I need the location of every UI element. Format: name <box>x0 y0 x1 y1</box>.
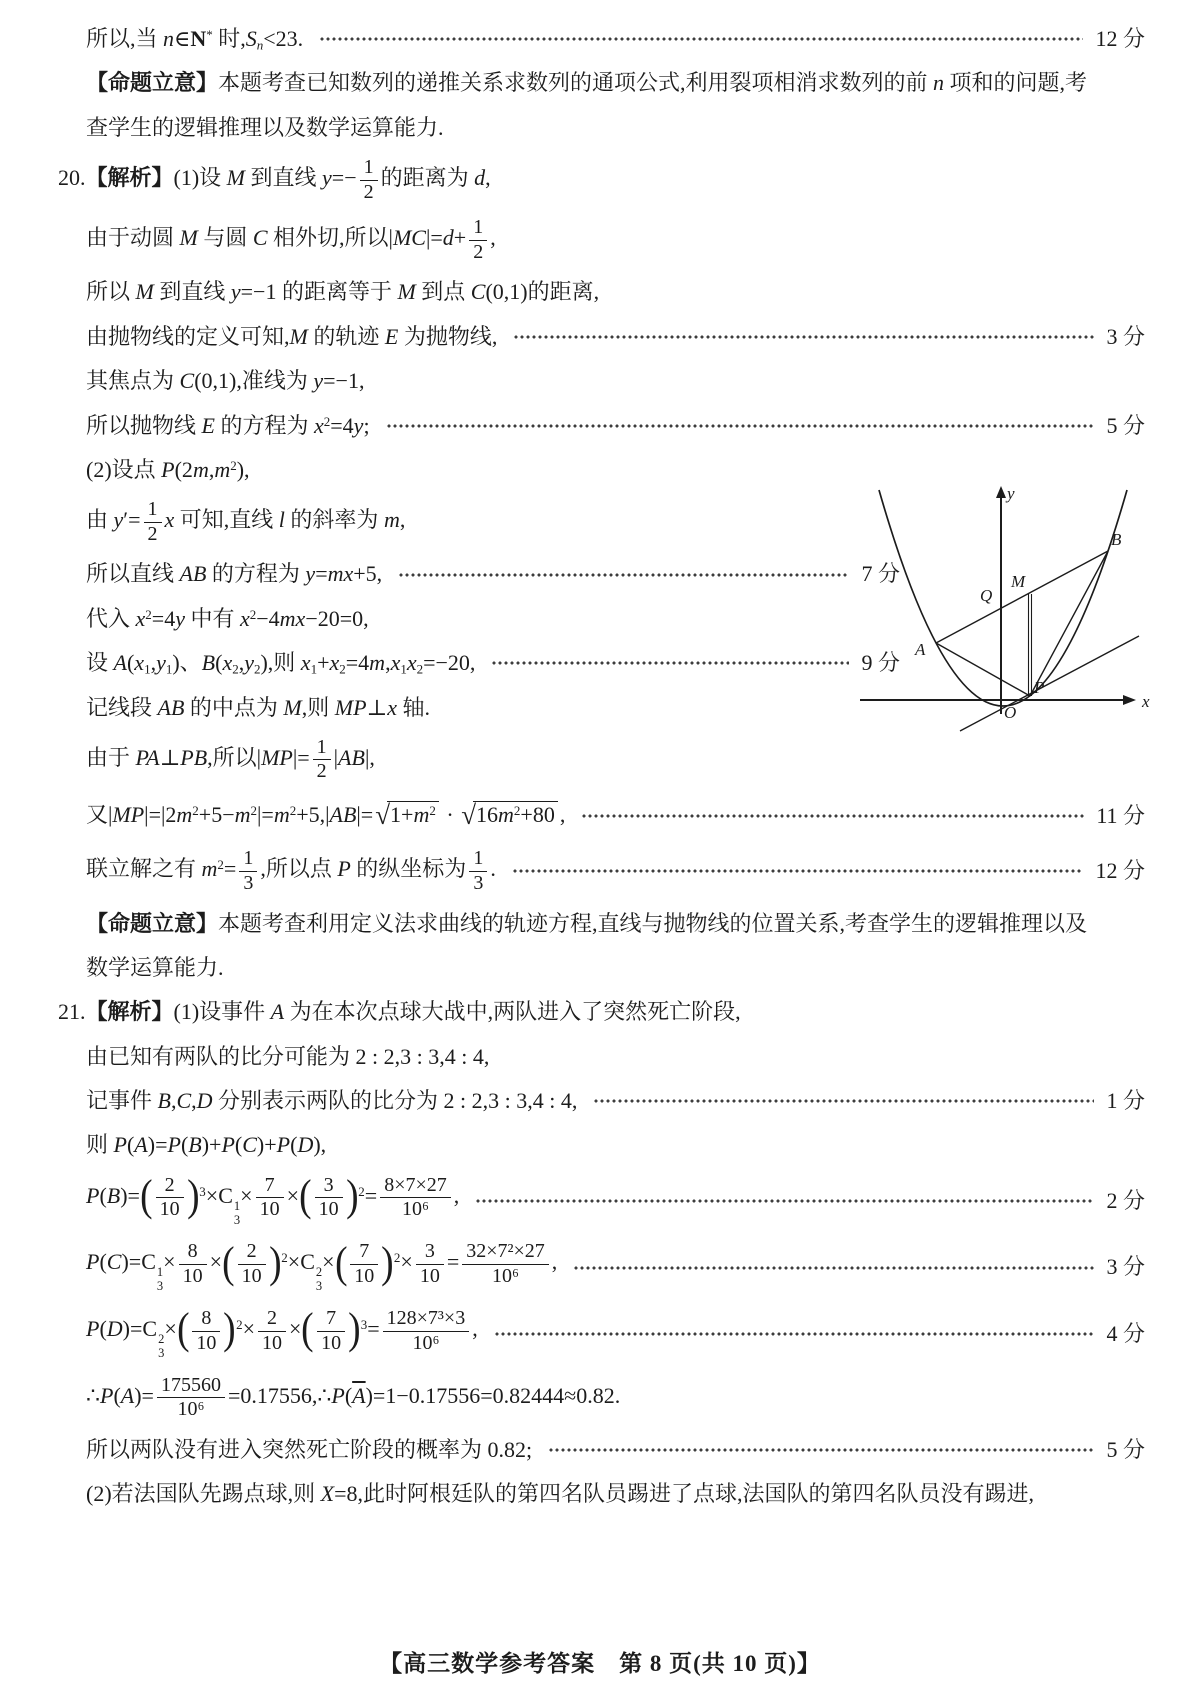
doc-line <box>58 953 1145 983</box>
line-content: 【命题立意】本题考查利用定义法求曲线的轨迹方程,直线与抛物线的位置关系,考查学生的逻辑推理以及 <box>86 910 1088 936</box>
line-content: ∴P(A)= $\frac{175560}{\text{10⁶}}$ $=0.17556,\therefore P(\overline{A})=1-0.17556=0.82444\approx 0.82$. <box>86 1373 621 1421</box>
line-content: 所以两队没有进入突然死亡阶段的概率为 0.82; <box>86 1436 533 1462</box>
big-parenthesis: ( <box>222 1237 235 1287</box>
dotted-leader <box>475 1199 1094 1203</box>
big-parenthesis: ( <box>301 1304 314 1354</box>
bold-text: 【解析】 <box>85 165 174 191</box>
big-parenthesis: ) <box>223 1304 236 1354</box>
line-content: 所以直线 AB 的方程为 y=mx+5, <box>86 561 383 587</box>
doc-line <box>58 455 1145 485</box>
doc-line <box>58 848 1145 894</box>
doc-line <box>58 1170 1145 1228</box>
label-x-axis: x <box>1142 692 1150 711</box>
big-parenthesis: ( <box>176 1304 190 1354</box>
doc-line <box>58 157 1145 203</box>
doc-line <box>58 997 1145 1027</box>
line-content: 又$|MP|=|2m^2+5-m^2|=m^2+5,|AB|=√1+m^2 \cdot √16m^2+80$ , <box>86 797 565 834</box>
fraction: $\frac{\text{32×7²×27}}{\text{10⁶}}$ <box>462 1241 549 1287</box>
dotted-leader <box>573 1266 1094 1270</box>
big-parenthesis: ( <box>299 1170 312 1220</box>
bold-text: 【命题立意】 <box>86 910 219 936</box>
fraction: $\frac{175560}{\text{10⁶}}$ <box>157 1375 225 1421</box>
line-AB <box>936 551 1108 643</box>
fraction: $\frac{7}{10}$ <box>317 1308 345 1354</box>
line-content: (2)若法国队先踢点球,则 X=8,此时阿根廷队的第四名队员踢进了点球,法国队的第四名队员没有踢进, <box>86 1481 1035 1507</box>
line-content: 所以 M 到直线 y=−1 的距离等于 M 到点 C(0,1)的距离, <box>86 279 600 305</box>
big-parenthesis: ) <box>381 1237 394 1287</box>
dotted-leader <box>494 1332 1095 1336</box>
fraction: $\frac{1}{2}$ <box>313 737 331 783</box>
score-label: 3 分 <box>1106 323 1145 349</box>
line-content: 记线段 AB 的中点为 M,则 MP⊥x 轴. <box>86 694 431 720</box>
line-content: 记事件 B,C,D 分别表示两队的比分为 2 : 2,3 : 3,4 : 4, <box>86 1087 578 1113</box>
fraction: $\frac{8}{10}$ <box>179 1241 207 1287</box>
combination-symbol: C 2 3 <box>142 1316 165 1360</box>
y-axis-arrow <box>996 486 1006 498</box>
bold-text: 【解析】 <box>85 999 174 1025</box>
fraction: $\frac{7}{10}$ <box>350 1241 378 1287</box>
fraction: $\frac{1}{2}$ <box>469 217 487 263</box>
line-content: P(C)=C 1 3 × $\frac{8}{10}$ ×( $\frac{2}{10}$ )$^2$×C 2 3 ×( $\frac{7}{10}$ )$^2$× $\frac{3}{10}$ = $\frac{\text{32×7²×27}}{\text{10⁶}}$ , <box>86 1237 558 1294</box>
doc-line <box>58 1304 1145 1361</box>
fraction: $\frac{3}{10}$ <box>315 1175 343 1221</box>
line-content: 由抛物线的定义可知,M 的轨迹 E 为抛物线, <box>86 323 498 349</box>
doc-line <box>58 277 1145 307</box>
doc-line <box>58 559 900 589</box>
line-content: 由于动圆 M 与圆 C 相外切,所以|MC|=d+ $\frac{1}{2}$ , <box>86 216 496 263</box>
dotted-leader <box>593 1099 1094 1103</box>
big-parenthesis: ) <box>268 1237 282 1287</box>
tangent-line <box>960 636 1139 731</box>
score-label: 12 分 <box>1095 858 1145 884</box>
fraction: $\frac{1}{2}$ <box>144 499 162 545</box>
line-content: 联立解之有 $m^2=$ $\frac{1}{3}$ ,所以点 P 的纵坐标为 $\frac{1}{3}$ . <box>86 847 496 894</box>
doc-line <box>58 366 1145 396</box>
dotted-leader <box>548 1448 1094 1452</box>
bold-text: 【命题立意】 <box>86 70 219 96</box>
score-label: 2 分 <box>1106 1187 1145 1213</box>
overbar-variable: $\overline{A}$ <box>352 1382 366 1408</box>
fraction: $\frac{2}{10}$ <box>238 1241 266 1287</box>
square-root: $√1+m^2$ <box>375 797 439 834</box>
score-label: 9 分 <box>861 650 900 676</box>
doc-line <box>58 1375 1145 1421</box>
fraction: $\frac{\text{128×7³×3}}{\text{10⁶}}$ <box>383 1308 470 1354</box>
combination-symbol: C 1 3 <box>141 1249 164 1294</box>
score-label: 5 分 <box>1106 1436 1145 1462</box>
doc-line <box>58 1086 1145 1116</box>
fraction: $\frac{3}{10}$ <box>416 1241 444 1287</box>
label-point-P: P <box>1034 678 1045 697</box>
fraction: $\frac{7}{10}$ <box>256 1175 284 1221</box>
line-content: P(B)=( $\frac{2}{10}$ )$^3$×C 1 3 × $\frac{7}{10}$ ×( $\frac{3}{10}$ )$^2$= $\frac{8\times 7\times 27}{\text{10⁶}}$ , <box>86 1170 460 1227</box>
bold-text: N <box>190 26 207 51</box>
line-content: 查学生的逻辑推理以及数学运算能力. <box>86 114 444 140</box>
doc-line <box>58 737 1145 783</box>
big-parenthesis: ) <box>186 1170 200 1220</box>
fraction: $\frac{1}{3}$ <box>469 848 487 894</box>
fraction: $\frac{1}{3}$ <box>239 848 257 894</box>
dotted-leader <box>398 573 849 577</box>
label-point-Q: Q <box>980 586 993 605</box>
line-content: 【命题立意】本题考查已知数列的递推关系求数列的通项公式,利用裂项相消求数列的前 n 项和的问题,考 <box>86 70 1088 96</box>
fraction: $\frac{8\times 7\times 27}{\text{10⁶}}$ <box>380 1175 451 1221</box>
line-content: 由于 PA⊥PB,所以|MP|= $\frac{1}{2}$ |AB|, <box>86 735 375 783</box>
score-label: 4 分 <box>1106 1321 1145 1347</box>
dotted-leader <box>386 424 1095 428</box>
document-lines <box>58 10 1145 1523</box>
line-content: 所以,当 n∈N* 时$,S_n<23$. <box>86 26 304 53</box>
label-origin-O: O <box>1004 703 1017 722</box>
line-content: 由已知有两队的比分可能为 2 : 2,3 : 3,4 : 4, <box>86 1043 490 1069</box>
fraction: $\frac{8}{10}$ <box>192 1308 220 1354</box>
line-content: 代入 $x^2=4y$ 中有 $x^2-4mx-20=0$, <box>86 605 369 631</box>
doc-line <box>58 1479 1145 1509</box>
fraction: $\frac{1}{2}$ <box>360 157 378 203</box>
score-label: 12 分 <box>1095 26 1145 51</box>
big-parenthesis: ) <box>348 1304 361 1354</box>
fraction: $\frac{2}{10}$ <box>156 1175 184 1221</box>
figure-parabola <box>853 483 1165 741</box>
dotted-leader <box>513 335 1094 339</box>
line-PB <box>1030 551 1108 696</box>
label-y-axis: y <box>1007 484 1015 503</box>
score-label: 7 分 <box>861 561 900 587</box>
doc-line <box>58 217 1145 263</box>
line-content: 则 P(A)=P(B)+P(C)+P(D), <box>86 1132 327 1158</box>
big-parenthesis: ( <box>334 1237 348 1287</box>
big-parenthesis: ) <box>345 1170 359 1220</box>
doc-line <box>58 113 1145 143</box>
combination-symbol: C 1 3 <box>218 1182 241 1227</box>
label-point-A: A <box>915 640 926 659</box>
doc-line <box>58 797 1145 834</box>
score-label: 1 分 <box>1106 1087 1145 1113</box>
page-footer: 【高三数学参考答案 第 8 页(共 10 页)】 <box>379 1651 821 1676</box>
score-label: 5 分 <box>1106 412 1145 438</box>
doc-line <box>58 1435 1145 1465</box>
combination-symbol: C 2 3 <box>300 1249 323 1294</box>
doc-line <box>58 1042 1145 1072</box>
dotted-leader <box>581 814 1084 818</box>
score-label: 3 分 <box>1106 1254 1145 1280</box>
fraction: $\frac{2}{10}$ <box>258 1308 286 1354</box>
label-point-B: B <box>1111 530 1122 549</box>
doc-line <box>58 648 900 678</box>
score-label: 11 分 <box>1096 802 1145 828</box>
doc-line <box>58 411 1145 441</box>
x-axis-arrow <box>1123 695 1136 705</box>
doc-line <box>58 68 1145 98</box>
line-content: 设 $A(x_1,y_1)$、$B(x_2,y_2)$,则 $x_1+x_2=4m,x_1x_2=-20$, <box>86 650 476 677</box>
line-content: 所以抛物线 E 的方程为 $x^2=4y$; <box>86 412 370 438</box>
doc-line <box>58 24 1145 54</box>
line-content: 20.【解析】(1)设 M 到直线 y=− $\frac{1}{2}$ 的距离为 d, <box>58 156 491 203</box>
parabola-diagram <box>853 483 1165 741</box>
square-root: $√16m^2+80$ <box>461 797 558 834</box>
dotted-leader <box>512 869 1084 873</box>
line-content: 21.【解析】(1)设事件 A 为在本次点球大战中,两队进入了突然死亡阶段, <box>58 999 741 1025</box>
dotted-leader <box>491 661 849 665</box>
parabola-curve <box>879 490 1127 706</box>
line-content: P(D)=C 2 3 ×( $\frac{8}{10}$ )$^2$× $\frac{2}{10}$ ×( $\frac{7}{10}$ )$^3$= $\frac{\text{128×7³×3}}{\text{10⁶}}$ , <box>86 1304 478 1360</box>
big-parenthesis: ( <box>140 1170 153 1220</box>
line-content: 其焦点为 C(0,1),准线为 y=−1, <box>86 368 365 394</box>
line-content: 由 y′= $\frac{1}{2}$ x 可知,直线 l 的斜率为 m, <box>86 498 406 545</box>
doc-line <box>58 1130 1145 1160</box>
dotted-leader <box>319 37 1083 41</box>
line-PA <box>936 643 1030 696</box>
label-point-M: M <box>1011 572 1026 591</box>
doc-line <box>58 1237 1145 1294</box>
doc-line <box>58 322 1145 352</box>
line-content: 数学运算能力. <box>86 954 224 980</box>
doc-line <box>58 909 1145 939</box>
line-content: (2)设点 $P(2m,m^2)$, <box>86 456 250 482</box>
